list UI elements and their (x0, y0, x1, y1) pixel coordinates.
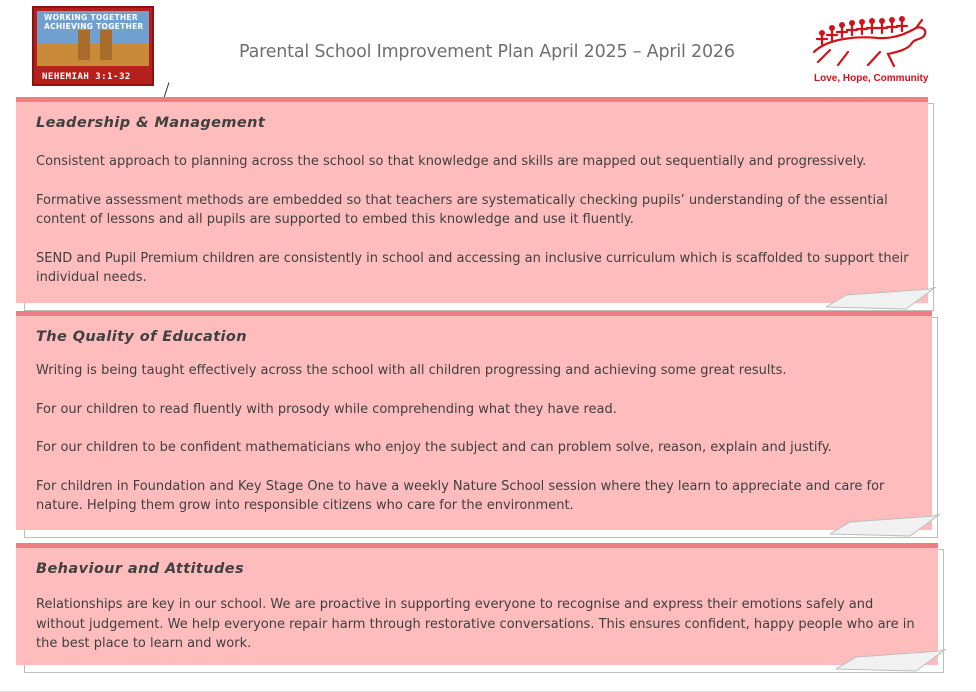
section-paragraph: Formative assessment methods are embedded so that teachers are systematically checking pupils’ understanding of the essential content of lessons and all pupils are supported to embed this knowledge and use it fluently. (36, 192, 888, 227)
logo-line-2: ACHIEVING TOGETHER (44, 22, 144, 31)
logo-motto: Love, Hope, Community (814, 73, 929, 84)
section-content (36, 321, 914, 516)
logo-reference: NEHEMIAH 3:1-32 (42, 72, 131, 82)
section-content (36, 553, 920, 665)
page-title: Parental School Improvement Plan April 2025 – April 2026 (239, 42, 735, 62)
section-heading: Behaviour and Attitudes (36, 561, 244, 577)
section-paragraph: For our children to be confident mathematicians who enjoy the subject and can problem solve, reason, explain and justify. (36, 440, 832, 455)
horse-people-icon (808, 8, 938, 72)
section-behaviour-attitudes (16, 543, 938, 665)
section-leadership-management (16, 97, 928, 303)
school-crest-logo (32, 6, 154, 86)
logo-wall (37, 44, 149, 66)
section-paragraph: For our children to read fluently with prosody while comprehending what they have read. (36, 401, 617, 417)
section-paragraph: SEND and Pupil Premium children are consistently in school and accessing an inclusive curriculum which is scaffolded to support their individual needs. (36, 250, 909, 285)
section-paragraph: For children in Foundation and Key Stage One to have a weekly Nature School session where they learn to appreciate and care for nature. Helping them grow into responsible citizens who care for the environment. (36, 478, 885, 513)
stray-mark (164, 82, 170, 98)
section-content (36, 107, 910, 303)
page-curl-icon (830, 514, 940, 540)
community-logo (808, 8, 938, 88)
section-paragraph: Relationships are key in our school. We are proactive in supporting everyone to recognise and express their emotions safely and without judgement. We help everyone repair harm through restorative conversations. This ensures confident, happy people who are in the best place to learn and work. (36, 597, 915, 651)
logo-tower (78, 30, 90, 60)
section-paragraph: Consistent approach to planning across the school so that knowledge and skills are mapped out sequentially and progressively. (36, 154, 867, 169)
section-paragraph: Writing is being taught effectively across the school with all children progressing and achieving some great results. (36, 363, 787, 378)
section-quality-of-education (16, 311, 932, 530)
logo-line-1: WORKING TOGETHER (44, 13, 138, 22)
logo-tower (100, 30, 112, 60)
section-heading: Leadership & Management (36, 115, 266, 131)
section-heading: The Quality of Education (36, 329, 247, 345)
